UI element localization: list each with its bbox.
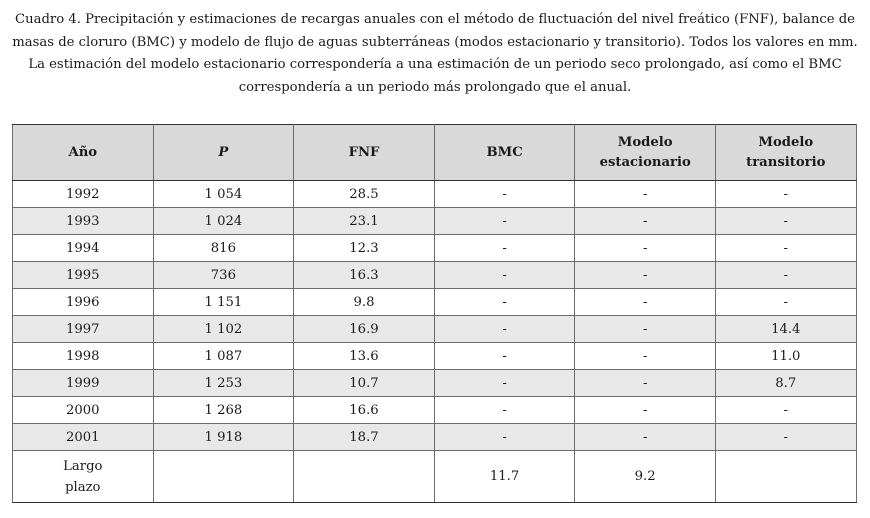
header-bmc: BMC xyxy=(434,125,575,181)
bmc-cell: - xyxy=(434,343,575,370)
year-cell: 1998 xyxy=(13,343,154,370)
stationary-cell: - xyxy=(575,397,716,424)
transient-cell: 14.4 xyxy=(715,316,856,343)
table-row xyxy=(13,424,857,451)
bmc-cell: - xyxy=(434,181,575,208)
bmc-cell: 11.7 xyxy=(434,451,575,503)
bmc-cell: - xyxy=(434,208,575,235)
fnf-cell xyxy=(294,451,435,503)
stationary-cell: - xyxy=(575,181,716,208)
stationary-cell: - xyxy=(575,316,716,343)
fnf-cell: 28.5 xyxy=(294,181,435,208)
table-row xyxy=(13,262,857,289)
precipitation-cell: 1 024 xyxy=(153,208,294,235)
caption-line: masas de cloruro (BMC) y modelo de flujo de aguas subterráneas (modos estacionario y transitorio). Todos los valores en mm. xyxy=(12,34,858,50)
fnf-cell: 23.1 xyxy=(294,208,435,235)
transient-cell: - xyxy=(715,181,856,208)
precipitation-cell: 1 054 xyxy=(153,181,294,208)
bmc-cell: - xyxy=(434,397,575,424)
precipitation-cell: 1 102 xyxy=(153,316,294,343)
precipitation-cell: 1 087 xyxy=(153,343,294,370)
caption-line: Cuadro 4. Precipitación y estimaciones de recargas anuales con el método de fluctuación del nivel freático (FNF), balance de xyxy=(15,12,855,27)
table-caption xyxy=(8,9,862,99)
transient-cell: - xyxy=(715,424,856,451)
precipitation-cell: 1 253 xyxy=(153,370,294,397)
year-cell: 1993 xyxy=(13,208,154,235)
table-row xyxy=(13,235,857,262)
long-term-label: plazo xyxy=(65,479,101,495)
fnf-cell: 16.9 xyxy=(294,316,435,343)
precipitation-cell: 1 268 xyxy=(153,397,294,424)
recharge-table xyxy=(12,124,857,503)
precipitation-cell: 1 918 xyxy=(153,424,294,451)
bmc-cell: - xyxy=(434,316,575,343)
caption-line: La estimación del modelo estacionario correspondería a una estimación de un periodo seco prolongado, así como el BMC xyxy=(28,57,842,72)
stationary-cell: - xyxy=(575,370,716,397)
transient-cell: - xyxy=(715,235,856,262)
year-cell: 1992 xyxy=(13,181,154,208)
fnf-cell: 9.8 xyxy=(294,289,435,316)
table-row xyxy=(13,181,857,208)
precipitation-cell: 1 151 xyxy=(153,289,294,316)
fnf-cell: 10.7 xyxy=(294,370,435,397)
header-precipitation: P xyxy=(153,125,294,181)
transient-cell: - xyxy=(715,262,856,289)
bmc-cell: - xyxy=(434,424,575,451)
fnf-cell: 18.7 xyxy=(294,424,435,451)
table-body xyxy=(13,181,857,503)
transient-cell: - xyxy=(715,289,856,316)
fnf-cell: 16.3 xyxy=(294,262,435,289)
fnf-cell: 13.6 xyxy=(294,343,435,370)
stationary-cell: 9.2 xyxy=(575,451,716,503)
long-term-label: Largo xyxy=(63,458,103,474)
stationary-cell: - xyxy=(575,289,716,316)
stationary-cell: - xyxy=(575,424,716,451)
table-row-long-term xyxy=(13,451,857,503)
year-cell: 1994 xyxy=(13,235,154,262)
stationary-cell: - xyxy=(575,208,716,235)
stationary-cell: - xyxy=(575,343,716,370)
header-year: Año xyxy=(13,125,154,181)
year-cell: 2001 xyxy=(13,424,154,451)
stationary-cell: - xyxy=(575,262,716,289)
fnf-cell: 12.3 xyxy=(294,235,435,262)
fnf-cell: 16.6 xyxy=(294,397,435,424)
bmc-cell: - xyxy=(434,262,575,289)
year-cell: 1997 xyxy=(13,316,154,343)
transient-cell xyxy=(715,451,856,503)
bmc-cell: - xyxy=(434,235,575,262)
bmc-cell: - xyxy=(434,289,575,316)
year-cell: 1996 xyxy=(13,289,154,316)
precipitation-cell: 736 xyxy=(153,262,294,289)
table-row xyxy=(13,289,857,316)
table-row xyxy=(13,208,857,235)
table-row xyxy=(13,343,857,370)
transient-cell: 11.0 xyxy=(715,343,856,370)
transient-cell: 8.7 xyxy=(715,370,856,397)
precipitation-cell: 816 xyxy=(153,235,294,262)
header-stationary-model: Modelo estacionario xyxy=(575,125,716,181)
table-row xyxy=(13,370,857,397)
table-row xyxy=(13,316,857,343)
header-fnf: FNF xyxy=(294,125,435,181)
bmc-cell: - xyxy=(434,370,575,397)
table-header-row xyxy=(13,125,857,181)
header-transient-model: Modelo transitorio xyxy=(715,125,856,181)
caption-line: correspondería a un periodo más prolongado que el anual. xyxy=(238,79,632,95)
year-cell: 1995 xyxy=(13,262,154,289)
year-cell: 2000 xyxy=(13,397,154,424)
year-cell: 1999 xyxy=(13,370,154,397)
precipitation-cell xyxy=(153,451,294,503)
table-row xyxy=(13,397,857,424)
stationary-cell: - xyxy=(575,235,716,262)
transient-cell: - xyxy=(715,397,856,424)
year-cell xyxy=(13,451,154,503)
transient-cell: - xyxy=(715,208,856,235)
